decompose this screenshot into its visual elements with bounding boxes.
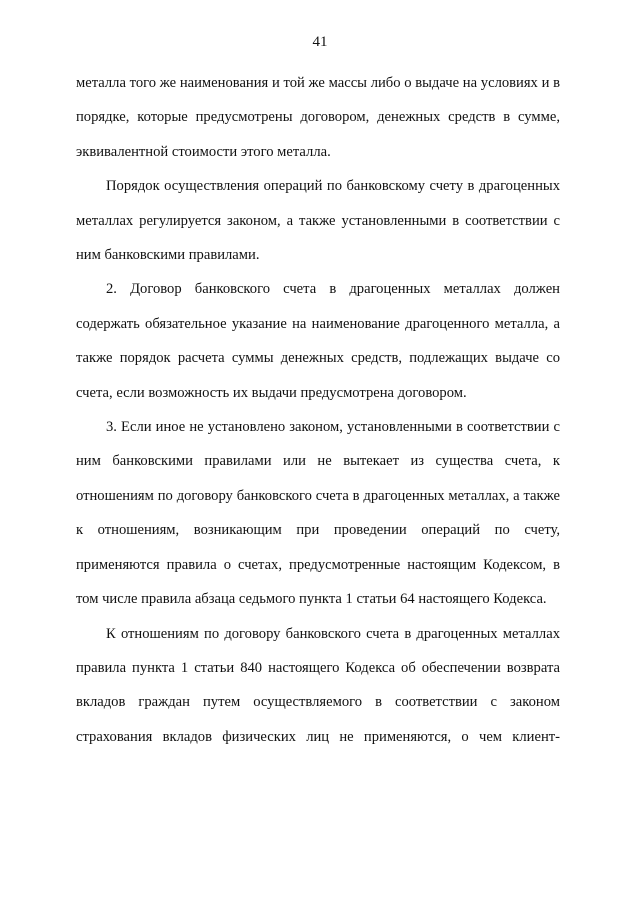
paragraph-4: 3. Если иное не установлено законом, установленными в соответствии с ним банковскими правилами или не вытекает из существа счета, к отношениям по договору банковского счета в драгоценных металлах, а также к отношениям, возникающим при проведении операций по счету, применяются правила о счетах, предусмотренные настоящим Кодексом, в том числе правила абзаца седьмого пункта 1 статьи 64 настоящего Кодекса.	[76, 419, 560, 608]
paragraph-1: металла того же наименования и той же массы либо о выдаче на условиях и в порядке, которые предусмотрены договором, денежных средств в сумме, эквивалентной стоимости этого металла.	[76, 75, 560, 160]
paragraph-5: К отношениям по договору банковского счета в драгоценных металлах правила пункта 1 статьи 840 настоящего Кодекса об обеспечении возврата вкладов граждан путем осуществляемого в соответствии с законом страхования вкладов физических лиц не применяются, о чем клиент-	[76, 625, 560, 745]
paragraph-2: Порядок осуществления операций по банковскому счету в драгоценных металлах регулируется законом, а также установленными в соответствии с ним банковскими правилами.	[76, 178, 560, 264]
document-body	[76, 66, 560, 754]
page-number: 41	[312, 34, 328, 50]
paragraph-3: 2. Договор банковского счета в драгоценных металлах должен содержать обязательное указание на наименование драгоценного металла, а также порядок расчета суммы денежных средств, подлежащих выдаче со счета, если возможность их выдачи предусмотрена договором.	[76, 281, 560, 401]
